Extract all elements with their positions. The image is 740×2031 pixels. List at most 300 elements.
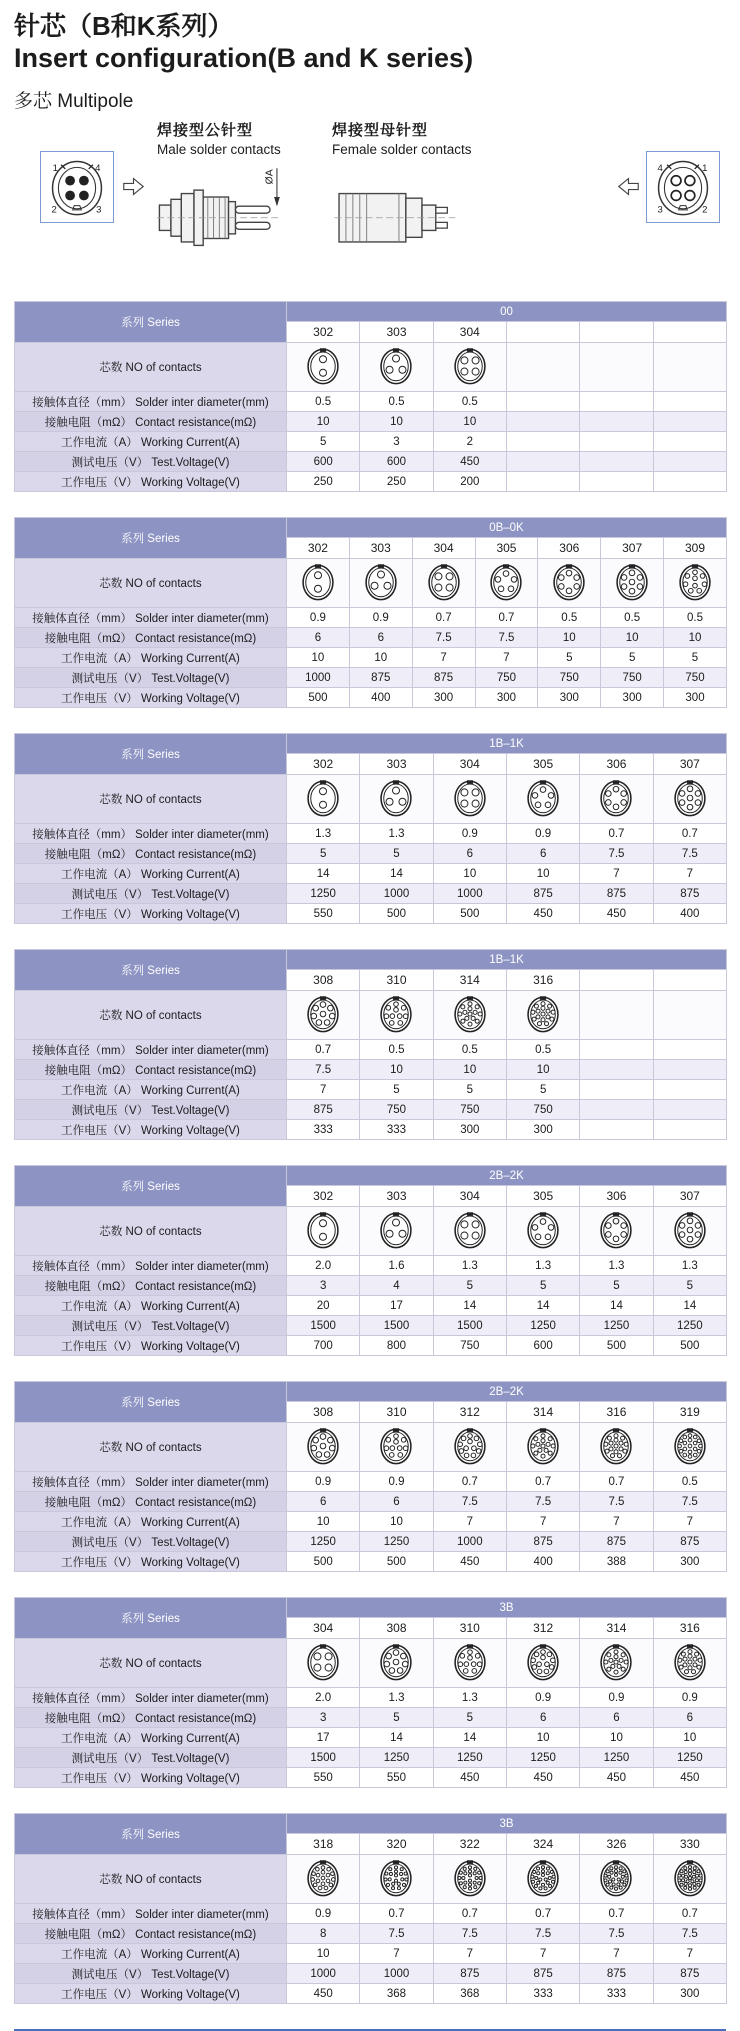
contacts-icon (453, 995, 487, 1033)
spec-value-cell: 7 (580, 1944, 653, 1964)
spec-value-cell: 10 (360, 412, 433, 432)
spec-value-cell: 750 (664, 668, 727, 688)
contacts-icon (526, 995, 560, 1033)
contacts-cell (287, 1207, 360, 1256)
spec-table-3B (14, 1813, 727, 2004)
contacts-icon (552, 563, 586, 601)
spec-table-2B–2K (14, 1165, 727, 1356)
empty-cell (653, 1120, 726, 1140)
model-cell: 330 (653, 1834, 726, 1855)
series-label-cell: 系列 Series (15, 518, 287, 559)
contacts-icon (526, 1859, 560, 1897)
page-subtitle: 多芯 Multipole (14, 91, 134, 113)
spec-value-cell: 5 (360, 1708, 433, 1728)
spec-value-cell: 400 (506, 1552, 579, 1572)
female-connector-drawing (332, 159, 482, 265)
spec-value-cell: 500 (287, 688, 350, 708)
contacts-icon (526, 1211, 560, 1249)
spec-value-cell: 300 (412, 688, 475, 708)
spec-value-cell: 3 (360, 432, 433, 452)
spec-value-cell: 500 (360, 1552, 433, 1572)
contacts-icon (526, 779, 560, 817)
spec-value-cell: 10 (506, 1728, 579, 1748)
series-label-cell: 系列 Series (15, 1382, 287, 1423)
arrow-right-icon (122, 175, 145, 203)
contacts-cell (601, 559, 664, 608)
spec-value-cell: 0.5 (287, 392, 360, 412)
spec-value-cell: 7.5 (433, 1924, 506, 1944)
svg-text:2: 2 (702, 204, 708, 216)
model-cell: 320 (360, 1834, 433, 1855)
empty-cell (653, 1040, 726, 1060)
model-cell: 308 (287, 1402, 360, 1423)
row-label-cell: 芯数 NO of contacts (15, 1423, 287, 1472)
spec-value-cell: 1250 (360, 1532, 433, 1552)
spec-value-cell: 1500 (287, 1316, 360, 1336)
contacts-cell (349, 559, 412, 608)
spec-value-cell: 875 (653, 1532, 726, 1552)
model-cell: 303 (349, 538, 412, 559)
spec-value-cell: 600 (506, 1336, 579, 1356)
arrow-left-icon (617, 175, 640, 203)
page-title-zh: 针芯（B和K系列） (14, 11, 234, 41)
spec-value-cell: 333 (506, 1984, 579, 2004)
model-cell: 322 (433, 1834, 506, 1855)
contacts-cell (653, 1855, 726, 1904)
spec-value-cell: 10 (433, 412, 506, 432)
spec-value-cell: 1.3 (653, 1256, 726, 1276)
spec-value-cell: 1250 (433, 1748, 506, 1768)
spec-value-cell: 450 (287, 1984, 360, 2004)
contacts-cell (506, 1639, 579, 1688)
spec-value-cell: 10 (506, 1060, 579, 1080)
contacts-icon (599, 1643, 633, 1681)
spec-value-cell: 333 (360, 1120, 433, 1140)
contacts-icon (379, 347, 413, 385)
row-label-cell: 工作电流（A） Working Current(A) (15, 1080, 287, 1100)
empty-cell (580, 472, 653, 492)
spec-table-2B–2K (14, 1381, 727, 1572)
spec-value-cell: 0.9 (360, 1472, 433, 1492)
spec-value-cell: 6 (506, 844, 579, 864)
row-label-cell: 工作电压（V） Working Voltage(V) (15, 1768, 287, 1788)
spec-value-cell: 1250 (580, 1748, 653, 1768)
spec-value-cell: 20 (287, 1296, 360, 1316)
empty-cell (506, 392, 579, 412)
spec-table-3B (14, 1597, 727, 1788)
spec-value-cell: 7.5 (506, 1492, 579, 1512)
spec-value-cell: 1250 (653, 1316, 726, 1336)
contacts-cell (653, 1639, 726, 1688)
spec-value-cell: 875 (287, 1100, 360, 1120)
model-cell: 326 (580, 1834, 653, 1855)
row-label-cell: 接触体直径（mm） Solder inter diameter(mm) (15, 1256, 287, 1276)
contacts-icon (306, 1643, 340, 1681)
spec-value-cell: 333 (580, 1984, 653, 2004)
spec-value-cell: 500 (360, 904, 433, 924)
empty-cell (580, 322, 653, 343)
row-label-cell: 芯数 NO of contacts (15, 1639, 287, 1688)
spec-value-cell: 14 (506, 1296, 579, 1316)
series-label-cell: 系列 Series (15, 950, 287, 991)
spec-value-cell: 0.7 (360, 1904, 433, 1924)
contacts-icon (615, 563, 649, 601)
model-cell: 304 (433, 754, 506, 775)
series-name-cell: 3B (287, 1814, 727, 1834)
series-name-cell: 3B (287, 1598, 727, 1618)
row-label-cell: 芯数 NO of contacts (15, 775, 287, 824)
spec-value-cell: 300 (475, 688, 538, 708)
spec-table-1B–1K (14, 949, 727, 1140)
contacts-icon (379, 1859, 413, 1897)
spec-value-cell: 10 (349, 648, 412, 668)
spec-value-cell: 875 (506, 1532, 579, 1552)
spec-value-cell: 7 (653, 1944, 726, 1964)
spec-value-cell: 14 (360, 864, 433, 884)
spec-value-cell: 1250 (506, 1316, 579, 1336)
page-title-en: Insert configuration(B and K series) (14, 42, 474, 73)
spec-value-cell: 10 (580, 1728, 653, 1748)
empty-cell (580, 452, 653, 472)
row-label-cell: 接触体直径（mm） Solder inter diameter(mm) (15, 1472, 287, 1492)
spec-value-cell: 7.5 (580, 844, 653, 864)
contacts-icon (673, 1859, 707, 1897)
model-cell: 307 (653, 1186, 726, 1207)
contacts-icon (379, 995, 413, 1033)
spec-value-cell: 300 (433, 1120, 506, 1140)
contacts-cell (653, 775, 726, 824)
model-cell: 310 (360, 970, 433, 991)
spec-value-cell: 0.5 (360, 1040, 433, 1060)
spec-value-cell: 300 (601, 688, 664, 708)
row-label-cell: 接触电阻（mΩ） Contact resistance(mΩ) (15, 1924, 287, 1944)
empty-cell (653, 392, 726, 412)
spec-value-cell: 600 (360, 452, 433, 472)
model-cell: 312 (433, 1402, 506, 1423)
spec-value-cell: 7.5 (475, 628, 538, 648)
row-label-cell: 芯数 NO of contacts (15, 991, 287, 1040)
spec-value-cell: 14 (653, 1296, 726, 1316)
row-label-cell: 接触体直径（mm） Solder inter diameter(mm) (15, 824, 287, 844)
spec-value-cell: 1250 (287, 884, 360, 904)
contacts-cell (360, 1639, 433, 1688)
series-name-cell: 1B–1K (287, 734, 727, 754)
model-cell: 302 (287, 1186, 360, 1207)
empty-cell (653, 452, 726, 472)
female-contact-group (332, 119, 507, 265)
spec-table-1B–1K (14, 733, 727, 924)
spec-value-cell: 0.9 (653, 1688, 726, 1708)
spec-value-cell: 875 (580, 1964, 653, 1984)
spec-value-cell: 1250 (287, 1532, 360, 1552)
contacts-cell (360, 1207, 433, 1256)
row-label-cell: 工作电压（V） Working Voltage(V) (15, 1336, 287, 1356)
spec-value-cell: 1000 (433, 1532, 506, 1552)
model-cell: 314 (433, 970, 506, 991)
spec-value-cell: 7 (475, 648, 538, 668)
spec-value-cell: 1.6 (360, 1256, 433, 1276)
spec-value-cell: 0.5 (664, 608, 727, 628)
row-label-cell: 工作电流（A） Working Current(A) (15, 1728, 287, 1748)
empty-cell (653, 343, 726, 392)
spec-value-cell: 5 (580, 1276, 653, 1296)
contacts-cell (506, 1423, 579, 1472)
spec-value-cell: 7 (506, 1944, 579, 1964)
row-label-cell: 接触电阻（mΩ） Contact resistance(mΩ) (15, 412, 287, 432)
spec-value-cell: 1.3 (433, 1688, 506, 1708)
contacts-icon (379, 1211, 413, 1249)
empty-cell (506, 452, 579, 472)
spec-value-cell: 450 (433, 1552, 506, 1572)
contacts-icon (673, 1643, 707, 1681)
contacts-cell (287, 1855, 360, 1904)
spec-value-cell: 7 (653, 1512, 726, 1532)
contacts-icon (453, 347, 487, 385)
spec-value-cell: 7 (580, 864, 653, 884)
model-cell: 318 (287, 1834, 360, 1855)
spec-value-cell: 500 (287, 1552, 360, 1572)
spec-value-cell: 5 (538, 648, 601, 668)
spec-value-cell: 300 (664, 688, 727, 708)
model-cell: 306 (580, 1186, 653, 1207)
row-label-cell: 测试电压（V） Test.Voltage(V) (15, 1100, 287, 1120)
model-cell: 303 (360, 754, 433, 775)
spec-value-cell: 0.5 (360, 392, 433, 412)
spec-value-cell: 0.7 (580, 1904, 653, 1924)
model-cell: 314 (580, 1618, 653, 1639)
model-cell: 319 (653, 1402, 726, 1423)
svg-text:3: 3 (657, 204, 663, 216)
empty-cell (506, 322, 579, 343)
row-label-cell: 测试电压（V） Test.Voltage(V) (15, 452, 287, 472)
row-label-cell: 工作电流（A） Working Current(A) (15, 1512, 287, 1532)
series-name-cell: 00 (287, 302, 727, 322)
spec-value-cell: 10 (664, 628, 727, 648)
spec-value-cell: 7.5 (433, 1492, 506, 1512)
spec-value-cell: 333 (287, 1120, 360, 1140)
contacts-icon (306, 347, 340, 385)
spec-value-cell: 875 (349, 668, 412, 688)
spec-value-cell: 500 (580, 1336, 653, 1356)
spec-value-cell: 5 (433, 1276, 506, 1296)
row-label-cell: 工作电压（V） Working Voltage(V) (15, 1120, 287, 1140)
row-label-cell: 接触电阻（mΩ） Contact resistance(mΩ) (15, 628, 287, 648)
spec-value-cell: 750 (360, 1100, 433, 1120)
spec-value-cell: 750 (475, 668, 538, 688)
row-label-cell: 芯数 NO of contacts (15, 559, 287, 608)
row-label-cell: 工作电压（V） Working Voltage(V) (15, 472, 287, 492)
spec-value-cell: 5 (360, 1080, 433, 1100)
female-face-box (646, 151, 720, 223)
spec-value-cell: 1250 (653, 1748, 726, 1768)
series-label-cell: 系列 Series (15, 1166, 287, 1207)
male-face-box (40, 151, 114, 223)
empty-cell (506, 412, 579, 432)
spec-value-cell: 0.7 (506, 1904, 579, 1924)
model-cell: 304 (287, 1618, 360, 1639)
spec-value-cell: 450 (506, 1768, 579, 1788)
empty-cell (506, 432, 579, 452)
spec-value-cell: 17 (360, 1296, 433, 1316)
spec-value-cell: 875 (506, 1964, 579, 1984)
contacts-icon (306, 1427, 340, 1465)
spec-value-cell: 500 (653, 1336, 726, 1356)
model-cell: 303 (360, 1186, 433, 1207)
series-name-cell: 1B–1K (287, 950, 727, 970)
spec-value-cell: 5 (506, 1276, 579, 1296)
model-cell: 316 (506, 970, 579, 991)
spec-value-cell: 1.3 (360, 1688, 433, 1708)
model-cell: 304 (412, 538, 475, 559)
contacts-icon (427, 563, 461, 601)
empty-cell (653, 1100, 726, 1120)
model-cell: 309 (664, 538, 727, 559)
svg-text:4: 4 (657, 163, 663, 175)
contacts-icon (526, 1427, 560, 1465)
spec-value-cell: 5 (601, 648, 664, 668)
series-name-cell: 2B–2K (287, 1382, 727, 1402)
spec-value-cell: 6 (360, 1492, 433, 1512)
row-label-cell: 芯数 NO of contacts (15, 343, 287, 392)
spec-value-cell: 0.9 (580, 1688, 653, 1708)
contacts-cell (475, 559, 538, 608)
spec-value-cell: 0.9 (349, 608, 412, 628)
contacts-cell (506, 1855, 579, 1904)
spec-value-cell: 0.5 (506, 1040, 579, 1060)
contacts-cell (433, 1639, 506, 1688)
contacts-cell (506, 775, 579, 824)
spec-value-cell: 10 (287, 648, 350, 668)
empty-cell (506, 472, 579, 492)
model-cell: 304 (433, 322, 506, 343)
row-label-cell: 工作电压（V） Working Voltage(V) (15, 688, 287, 708)
contacts-cell (433, 343, 506, 392)
series-label-cell: 系列 Series (15, 734, 287, 775)
spec-value-cell: 750 (601, 668, 664, 688)
spec-value-cell: 6 (580, 1708, 653, 1728)
empty-cell (653, 970, 726, 991)
spec-value-cell: 400 (349, 688, 412, 708)
spec-value-cell: 0.5 (433, 1040, 506, 1060)
empty-cell (580, 343, 653, 392)
model-cell: 306 (538, 538, 601, 559)
spec-value-cell: 5 (287, 844, 360, 864)
row-label-cell: 芯数 NO of contacts (15, 1855, 287, 1904)
spec-tables-container (14, 301, 726, 2004)
spec-value-cell: 550 (287, 904, 360, 924)
spec-value-cell: 14 (433, 1296, 506, 1316)
contacts-icon (301, 563, 335, 601)
spec-value-cell: 14 (580, 1296, 653, 1316)
row-label-cell: 测试电压（V） Test.Voltage(V) (15, 1964, 287, 1984)
contacts-icon (306, 995, 340, 1033)
row-label-cell: 工作电流（A） Working Current(A) (15, 1296, 287, 1316)
spec-value-cell: 7.5 (653, 1924, 726, 1944)
spec-value-cell: 3 (287, 1276, 360, 1296)
spec-value-cell: 250 (360, 472, 433, 492)
spec-value-cell: 300 (653, 1552, 726, 1572)
spec-value-cell: 0.7 (475, 608, 538, 628)
spec-value-cell: 5 (360, 844, 433, 864)
spec-value-cell: 750 (506, 1100, 579, 1120)
spec-value-cell: 5 (287, 432, 360, 452)
spec-value-cell: 1.3 (580, 1256, 653, 1276)
spec-value-cell: 450 (433, 452, 506, 472)
male-connector-drawing (157, 159, 307, 265)
spec-value-cell: 1000 (287, 1964, 360, 1984)
row-label-cell: 测试电压（V） Test.Voltage(V) (15, 668, 287, 688)
contacts-icon (526, 1643, 560, 1681)
spec-value-cell: 7 (287, 1080, 360, 1100)
spec-value-cell: 300 (538, 688, 601, 708)
contacts-cell (580, 1639, 653, 1688)
contacts-icon (673, 1211, 707, 1249)
svg-text:2: 2 (51, 204, 57, 216)
spec-value-cell: 14 (433, 1728, 506, 1748)
spec-value-cell: 1500 (433, 1316, 506, 1336)
spec-value-cell: 7.5 (412, 628, 475, 648)
spec-value-cell: 1000 (433, 884, 506, 904)
spec-value-cell: 1250 (580, 1316, 653, 1336)
model-cell: 302 (287, 754, 360, 775)
spec-value-cell: 450 (433, 1768, 506, 1788)
contacts-icon (453, 1211, 487, 1249)
row-label-cell: 测试电压（V） Test.Voltage(V) (15, 1532, 287, 1552)
spec-value-cell: 7 (433, 1944, 506, 1964)
spec-value-cell: 7 (580, 1512, 653, 1532)
male-caption-en: Male solder contacts (157, 142, 281, 158)
spec-value-cell: 0.7 (653, 824, 726, 844)
spec-value-cell: 5 (433, 1708, 506, 1728)
empty-cell (653, 412, 726, 432)
model-cell: 307 (601, 538, 664, 559)
contacts-cell (580, 775, 653, 824)
contacts-icon (678, 563, 712, 601)
contacts-cell (580, 1423, 653, 1472)
spec-value-cell: 3 (287, 1708, 360, 1728)
spec-value-cell: 250 (287, 472, 360, 492)
model-cell: 303 (360, 322, 433, 343)
spec-value-cell: 7 (433, 1512, 506, 1532)
row-label-cell: 接触体直径（mm） Solder inter diameter(mm) (15, 1040, 287, 1060)
spec-value-cell: 10 (360, 1512, 433, 1532)
empty-cell (653, 1080, 726, 1100)
spec-value-cell: 7.5 (580, 1924, 653, 1944)
contacts-icon (599, 779, 633, 817)
spec-value-cell: 6 (653, 1708, 726, 1728)
spec-value-cell: 1000 (360, 884, 433, 904)
spec-value-cell: 10 (601, 628, 664, 648)
row-label-cell: 接触电阻（mΩ） Contact resistance(mΩ) (15, 1276, 287, 1296)
model-cell: 305 (475, 538, 538, 559)
contacts-icon (306, 1211, 340, 1249)
female-face-diagram (649, 154, 717, 220)
contacts-cell (433, 1207, 506, 1256)
spec-value-cell: 7 (653, 864, 726, 884)
contacts-cell (433, 1855, 506, 1904)
model-cell: 306 (580, 754, 653, 775)
contacts-cell (360, 991, 433, 1040)
contacts-cell (580, 1855, 653, 1904)
spec-value-cell: 2.0 (287, 1256, 360, 1276)
male-face-diagram (43, 154, 111, 220)
model-cell: 304 (433, 1186, 506, 1207)
spec-value-cell: 10 (360, 1060, 433, 1080)
spec-value-cell: 10 (287, 412, 360, 432)
row-label-cell: 接触体直径（mm） Solder inter diameter(mm) (15, 1904, 287, 1924)
spec-value-cell: 0.5 (433, 392, 506, 412)
svg-text:3: 3 (96, 204, 102, 216)
